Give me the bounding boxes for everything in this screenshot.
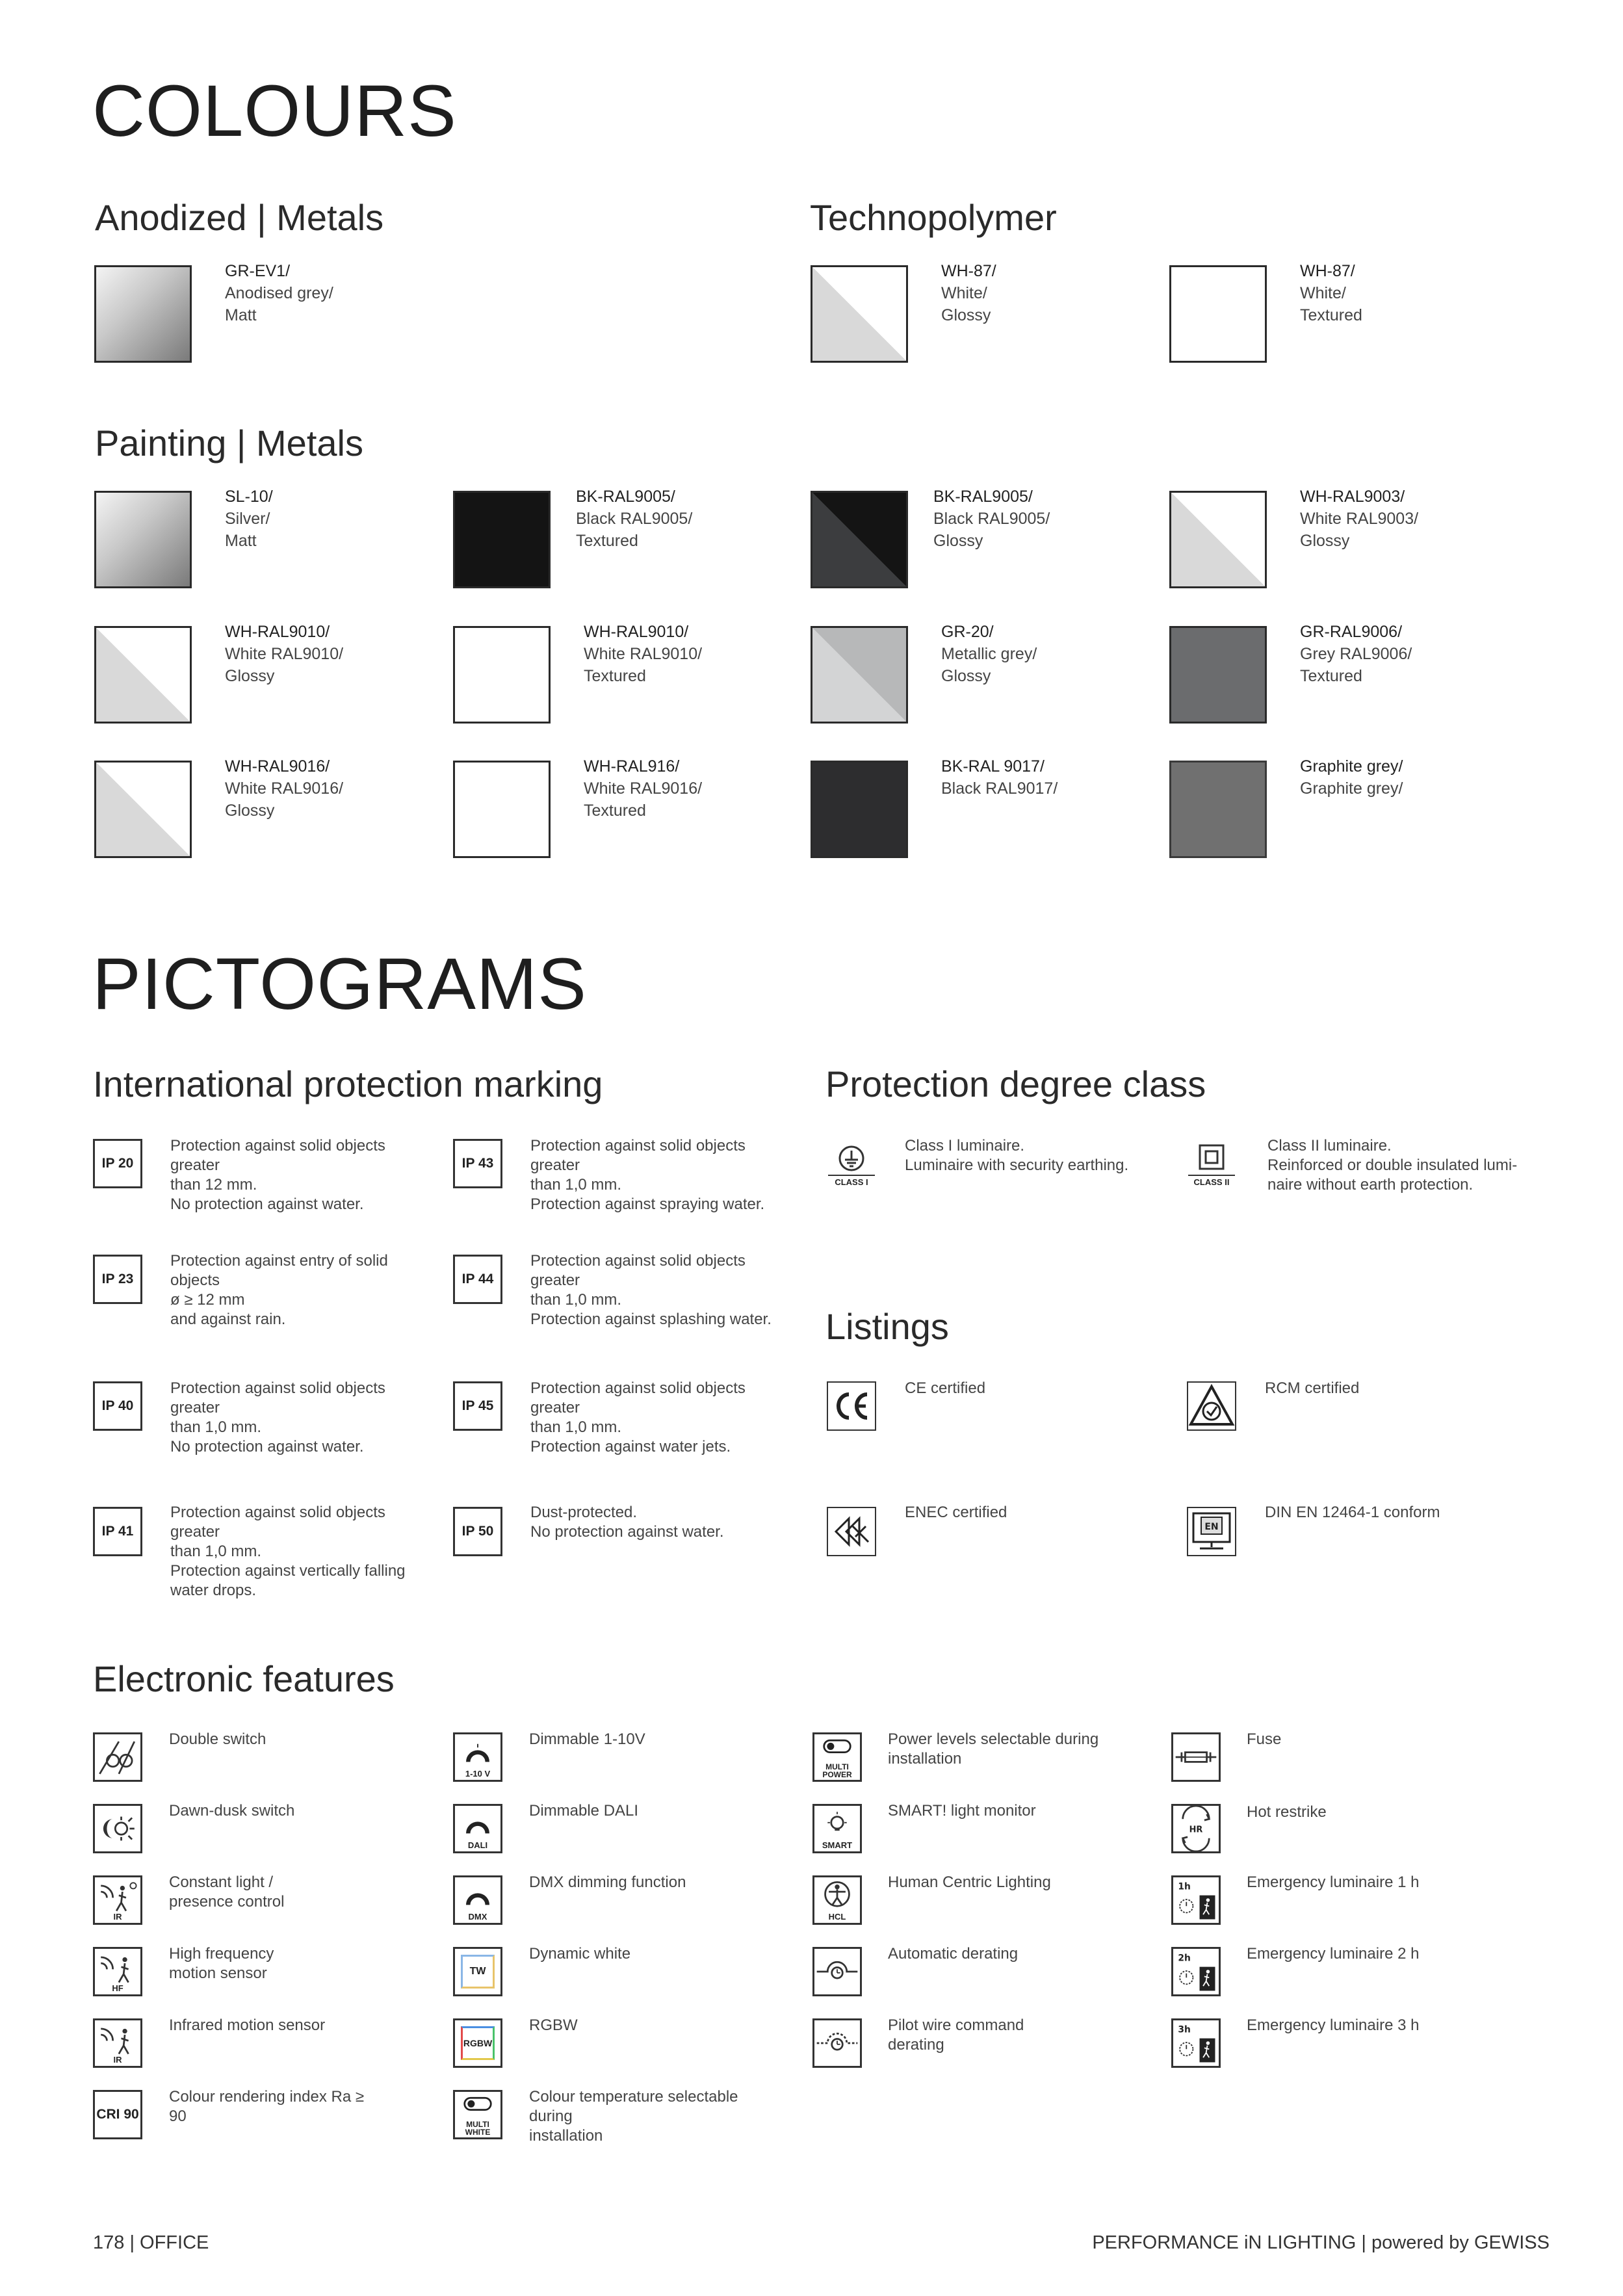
hf-motion-sensor-icon: HF — [93, 1947, 142, 1996]
ir-motion-sensor-icon: IR — [93, 2018, 142, 2068]
hcl-label: Human Centric Lighting — [888, 1873, 1051, 1891]
swatch-label: BK-RAL 9017/ Black RAL9017/ — [941, 757, 1058, 798]
enec-mark-icon — [827, 1507, 876, 1556]
rgbw-icon: RGBW — [453, 2018, 502, 2068]
electronic-heading: Electronic features — [93, 1658, 395, 1699]
ce-mark-icon — [827, 1381, 876, 1431]
fuse-icon — [1171, 1732, 1221, 1782]
swatch-white-ral9016-textured — [453, 761, 551, 858]
tunable-white-icon: TW — [453, 1947, 502, 1996]
swatch-black-ral9017 — [811, 761, 908, 858]
swatch-label: WH-RAL916/ White RAL9016/ Textured — [584, 757, 703, 820]
swatch-white-ral9010-glossy — [94, 626, 192, 724]
ir-motion-sensor-label: Infrared motion sensor — [169, 2016, 326, 2034]
ce-certified-label: CE certified — [905, 1379, 986, 1397]
multi-white-label: Colour temperature selectable during installation — [529, 2088, 738, 2145]
ip40-description: Protection against solid objects greater than 1,0 mm. No protection against water. — [170, 1379, 385, 1455]
enec-certified-label: ENEC certified — [905, 1504, 1007, 1521]
swatch-grey-ral9006 — [1169, 626, 1267, 724]
class-2-icon: CLASS II — [1187, 1139, 1236, 1188]
ip45-icon: IP 45 — [453, 1381, 502, 1431]
dimmable-1-10v-icon: 1-10 V — [453, 1732, 502, 1782]
ip40-icon: IP 40 — [93, 1381, 142, 1431]
hcl-icon: HCL — [812, 1875, 862, 1925]
fuse-label: Fuse — [1247, 1730, 1282, 1748]
din-en-label: DIN EN 12464-1 conform — [1265, 1504, 1440, 1521]
ip43-description: Protection against solid objects greater than 1,0 mm. Protection against spraying water. — [530, 1137, 765, 1213]
class-2-description: Class II luminaire. Reinforced or double insulated lumi- naire without earth protection. — [1267, 1137, 1518, 1194]
svg-text:2h: 2h — [1178, 1953, 1191, 1964]
ip43-icon: IP 43 — [453, 1139, 502, 1188]
dimmable-1-10v-label: Dimmable 1-10V — [529, 1730, 645, 1748]
rgbw-label: RGBW — [529, 2016, 578, 2034]
emergency-2h-label: Emergency luminaire 2 h — [1247, 1945, 1420, 1963]
footer-page-number: 178 | OFFICE — [93, 2232, 209, 2253]
multi-white-icon: MULTI WHITE — [453, 2090, 502, 2139]
hf-motion-sensor-label: High frequency motion sensor — [169, 1945, 274, 1982]
automatic-derating-icon — [812, 1947, 862, 1996]
protection-class-heading: Protection degree class — [825, 1063, 1206, 1104]
rcm-certified-label: RCM certified — [1265, 1379, 1360, 1397]
emergency-3h-label: Emergency luminaire 3 h — [1247, 2016, 1420, 2034]
ip23-description: Protection against entry of solid objects ø ≥ 12 mm and against rain. — [170, 1252, 388, 1328]
listings-heading: Listings — [825, 1306, 949, 1347]
swatch-silver — [94, 491, 192, 588]
pictograms-title: PICTOGRAMS — [92, 943, 587, 1024]
anodized-heading: Anodized | Metals — [95, 197, 384, 238]
swatch-label: WH-RAL9010/ White RAL9010/ Textured — [584, 623, 703, 685]
swatch-label: SL-10/ Silver/ Matt — [225, 488, 273, 550]
pilot-wire-label: Pilot wire command derating — [888, 2016, 1024, 2054]
smart-monitor-icon: SMART — [812, 1804, 862, 1853]
swatch-metallic-grey — [811, 626, 908, 724]
cri90-icon: CRI 90 — [93, 2090, 142, 2139]
swatch-white-ral9003 — [1169, 491, 1267, 588]
swatch-white-ral9010-textured — [453, 626, 551, 724]
painting-heading: Painting | Metals — [95, 423, 363, 463]
swatch-white-textured — [1169, 265, 1267, 363]
svg-text:1h: 1h — [1178, 1881, 1191, 1892]
swatch-label: WH-RAL9016/ White RAL9016/ Glossy — [225, 757, 344, 820]
ip45-description: Protection against solid objects greater than 1,0 mm. Protection against water jets. — [530, 1379, 746, 1455]
ip50-icon: IP 50 — [453, 1507, 502, 1556]
swatch-label: GR-RAL9006/ Grey RAL9006/ Textured — [1300, 623, 1412, 685]
dawn-dusk-icon — [93, 1804, 142, 1853]
swatch-label: GR-20/ Metallic grey/ Glossy — [941, 623, 1037, 685]
svg-text:EN: EN — [1204, 1522, 1219, 1532]
dimmable-dali-label: Dimmable DALI — [529, 1802, 639, 1820]
swatch-black-textured — [453, 491, 551, 588]
ip41-icon: IP 41 — [93, 1507, 142, 1556]
ip20-description: Protection against solid objects greater than 12 mm. No protection against water. — [170, 1137, 385, 1213]
ip44-icon: IP 44 — [453, 1255, 502, 1304]
dawn-dusk-label: Dawn-dusk switch — [169, 1802, 295, 1820]
hot-restrike-label: Hot restrike — [1247, 1803, 1327, 1821]
emergency-3h-icon — [1171, 2018, 1221, 2068]
swatch-label: WH-RAL9003/ White RAL9003/ Glossy — [1300, 488, 1419, 550]
emergency-1h-icon — [1171, 1875, 1221, 1925]
double-switch-label: Double switch — [169, 1730, 266, 1748]
swatch-anodised-grey — [94, 265, 192, 363]
dmx-dimming-label: DMX dimming function — [529, 1873, 686, 1891]
swatch-label: BK-RAL9005/ Black RAL9005/ Glossy — [933, 488, 1050, 550]
cri90-label: Colour rendering index Ra ≥ 90 — [169, 2088, 364, 2125]
automatic-derating-label: Automatic derating — [888, 1945, 1019, 1963]
swatch-label: GR-EV1/ Anodised grey/ Matt — [225, 262, 333, 324]
swatch-white-glossy — [811, 265, 908, 363]
class-1-description: Class I luminaire. Luminaire with security earthing. — [905, 1137, 1129, 1174]
svg-text:3h: 3h — [1178, 2024, 1191, 2035]
tunable-white-label: Dynamic white — [529, 1945, 631, 1963]
ip-heading: International protection marking — [93, 1063, 603, 1104]
swatch-black-glossy — [811, 491, 908, 588]
dimmable-dali-icon: DALI — [453, 1804, 502, 1853]
multi-power-icon: MULTI POWER — [812, 1732, 862, 1782]
swatch-white-ral9016-glossy — [94, 761, 192, 858]
colours-title: COLOURS — [92, 70, 457, 151]
svg-text:HR: HR — [1189, 1825, 1203, 1835]
hot-restrike-icon — [1171, 1804, 1221, 1853]
multi-power-label: Power levels selectable during installation — [888, 1730, 1099, 1768]
smart-monitor-label: SMART! light monitor — [888, 1802, 1036, 1820]
dmx-dimming-icon: DMX — [453, 1875, 502, 1925]
double-switch-icon — [93, 1732, 142, 1782]
din-en-icon — [1187, 1507, 1236, 1556]
ip23-icon: IP 23 — [93, 1255, 142, 1304]
swatch-label: BK-RAL9005/ Black RAL9005/ Textured — [576, 488, 693, 550]
rcm-mark-icon — [1187, 1381, 1236, 1431]
footer-brand: PERFORMANCE iN LIGHTING | powered by GEWISS — [1092, 2232, 1550, 2253]
ip41-description: Protection against solid objects greater than 1,0 mm. Protection against vertically falling water drops. — [170, 1504, 406, 1599]
emergency-1h-label: Emergency luminaire 1 h — [1247, 1873, 1420, 1891]
swatch-label: WH-87/ White/ Glossy — [941, 262, 996, 324]
ip44-description: Protection against solid objects greater than 1,0 mm. Protection against splashing water. — [530, 1252, 772, 1328]
ip20-icon: IP 20 — [93, 1139, 142, 1188]
swatch-label: WH-RAL9010/ White RAL9010/ Glossy — [225, 623, 344, 685]
swatch-label: WH-87/ White/ Textured — [1300, 262, 1362, 324]
swatch-label: Graphite grey/ Graphite grey/ — [1300, 757, 1403, 798]
constant-light-icon: IR — [93, 1875, 142, 1925]
emergency-2h-icon — [1171, 1947, 1221, 1996]
ip50-description: Dust-protected. No protection against water. — [530, 1504, 724, 1541]
constant-light-label: Constant light / presence control — [169, 1873, 285, 1911]
pilot-wire-icon — [812, 2018, 862, 2068]
swatch-graphite-grey — [1169, 761, 1267, 858]
technopolymer-heading: Technopolymer — [810, 197, 1057, 238]
class-1-icon: CLASS I — [827, 1139, 876, 1188]
